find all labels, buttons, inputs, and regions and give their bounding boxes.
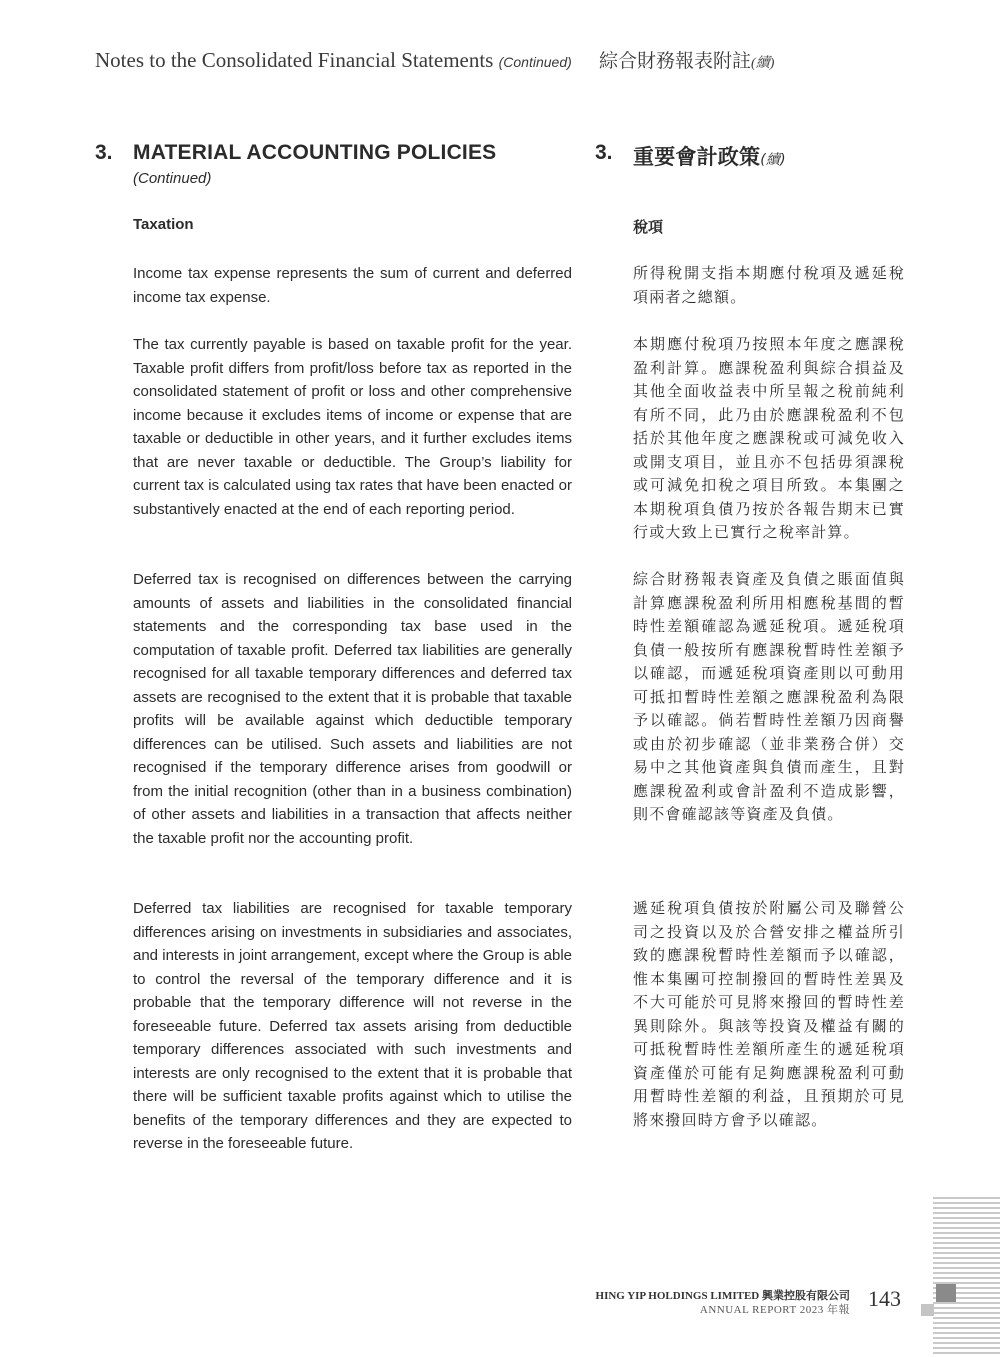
- paragraph-text: 本期應付稅項乃按照本年度之應課稅盈利計算。應課稅盈利與綜合損益及其他全面收益表中所呈報之稅前純利有所不同，此乃由於應課稅盈利不包括於其他年度之應課稅或可減免收入或開支項目，並且亦不包括毋須課稅或可減免扣稅之項目所致。本集團之本期稅項負債乃按於各報告期末已實行或大致上已實行之稅率計算。: [633, 335, 905, 541]
- decorative-stripes: [933, 1197, 1000, 1357]
- section-title-zh-text: 重要會計政策: [633, 145, 761, 169]
- header-title-en: Notes to the Consolidated Financial Statements: [95, 48, 494, 72]
- running-header: [95, 46, 895, 76]
- paragraph-text: Income tax expense represents the sum of current and deferred income tax expense.: [133, 265, 572, 306]
- subheading-en: Taxation: [133, 216, 194, 233]
- paragraph-en-1: [133, 262, 572, 309]
- paragraph-text: 所得稅開支指本期應付稅項及遞延稅項兩者之總額。: [633, 264, 905, 306]
- header-continued-en: (Continued): [498, 54, 572, 70]
- paragraph-zh-2: [633, 333, 905, 545]
- header-continued-zh: (續): [751, 56, 775, 71]
- paragraph-en-2: [133, 333, 572, 521]
- paragraph-text: The tax currently payable is based on taxable profit for the year. Taxable profit differs from profit/loss before tax as reported in the consolidated statement of profit or loss and other comprehensive income because it excludes items of income or expense that are taxable or deductible in other years, and it further excludes items that are never taxable or deductible. The Group’s liability for current tax is calculated using tax rates that have been enacted or substantively enacted at the end of each reporting period.: [133, 336, 572, 518]
- footer-company: HING YIP HOLDINGS LIMITED 興業控股有限公司: [595, 1290, 850, 1302]
- decorative-square-dark: [936, 1284, 956, 1302]
- paragraph-en-4: [133, 897, 572, 1156]
- paragraph-text: 綜合財務報表資產及負債之賬面值與計算應課稅盈利所用相應稅基間的暫時性差額確認為遞延稅項。遞延稅項負債一般按所有應課稅暫時性差額予以確認，而遞延稅項資產則以可動用可抵扣暫時性差額之應課稅盈利為限予以確認。倘若暫時性差額乃因商譽或由於初步確認（並非業務合併）交易中之其他資產與負債而產生，且對應課稅盈利或會計盈利不造成影響，則不會確認該等資產及負債。: [633, 570, 905, 823]
- section-continued-en: (Continued): [133, 170, 212, 187]
- footer-report: ANNUAL REPORT 2023 年報: [699, 1304, 850, 1316]
- paragraph-zh-3: [633, 568, 905, 827]
- section-number: 3.: [95, 141, 113, 164]
- header-title-zh: 綜合財務報表附註: [599, 50, 752, 72]
- section-title-en: MATERIAL ACCOUNTING POLICIES: [133, 141, 497, 164]
- paragraph-text: 遞延稅項負債按於附屬公司及聯營公司之投資以及於合營安排之權益所引致的應課稅暫時性差額而予以確認，惟本集團可控制撥回的暫時性差異及不大可能於可見將來撥回的暫時性差異則除外。與該等投資及權益有關的可抵稅暫時性差額所產生的遞延稅項資產僅於可能有足夠應課稅盈利可動用暫時性差額的利益，且預期於可見將來撥回時方會予以確認。: [633, 899, 905, 1129]
- section-title-zh: [633, 141, 786, 171]
- paragraph-text: Deferred tax is recognised on differences between the carrying amounts of assets and liabilities in the consolidated financial statements and the corresponding tax base used in the computation of taxable profit. Deferred tax liabilities are generally recognised for all taxable temporary differences and deferred tax assets are recognised to the extent that it is probable that taxable profits will be available against which deductible temporary differences can be utilised. Such assets and liabilities are not recognised if the temporary difference arises from goodwill or from the initial recognition (other than in a business combination) of other assets and liabilities in a transaction that affects neither the taxable profit nor the accounting profit.: [133, 571, 572, 847]
- section-number-zh: 3.: [595, 141, 613, 164]
- paragraph-zh-4: [633, 897, 905, 1132]
- subheading-zh: 稅項: [633, 218, 664, 236]
- paragraph-zh-1: [633, 262, 905, 309]
- page-number: 143: [868, 1286, 901, 1311]
- decorative-square-light: [921, 1304, 934, 1316]
- paragraph-en-3: [133, 568, 572, 850]
- paragraph-text: Deferred tax liabilities are recognised for taxable temporary differences arising on investments in subsidiaries and associates, and interests in joint arrangement, except where the Group is able to control the reversal of the temporary difference and it is probable that the temporary difference will not reverse in the foreseeable future. Deferred tax assets arising from deductible temporary differences associated with such investments and interests are only recognised to the extent that it is probable that there will be sufficient taxable profits against which to utilise the benefits of the temporary differences and they are expected to reverse in the foreseeable future.: [133, 900, 572, 1152]
- section-continued-zh: (續): [760, 152, 786, 168]
